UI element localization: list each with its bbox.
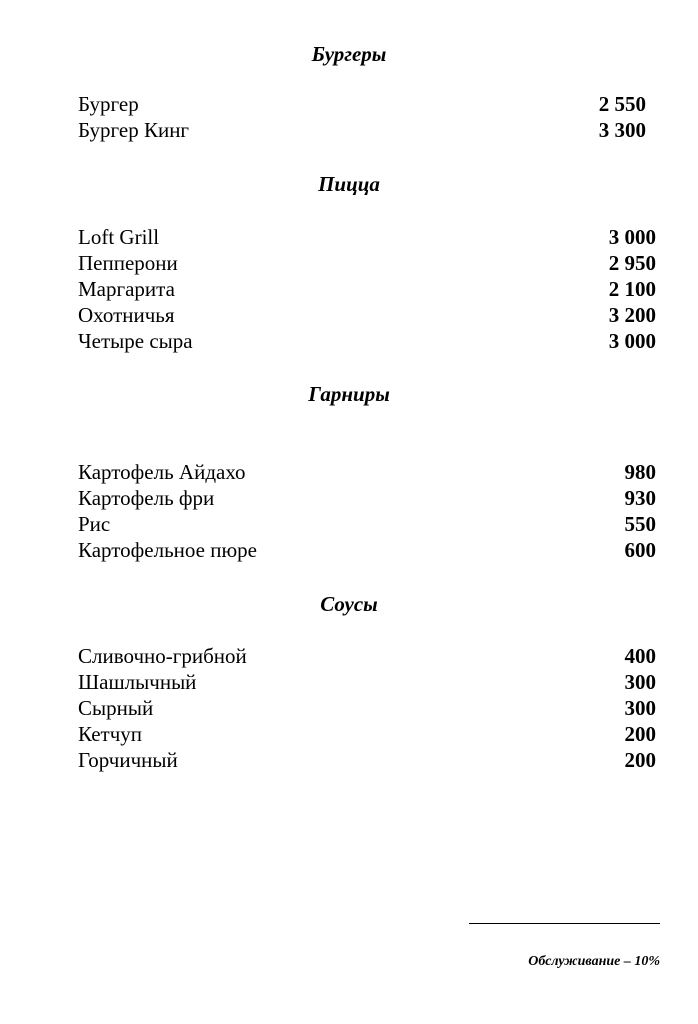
menu-item-row <box>78 459 656 485</box>
menu-item-row <box>78 250 656 276</box>
menu-item-name: Бургер Кинг <box>78 118 190 142</box>
menu-item-row <box>78 91 646 117</box>
menu-item-price: 2 100 <box>608 277 656 301</box>
menu-item-price: 550 <box>624 512 656 536</box>
menu-item-row <box>78 328 656 354</box>
signature-line <box>469 923 660 924</box>
menu-item-name: Четыре сыра <box>78 329 193 353</box>
menu-item-price: 3 000 <box>608 225 656 249</box>
menu-item-row <box>78 302 656 328</box>
menu-item-row <box>78 643 656 669</box>
menu-item-name: Кетчуп <box>78 722 143 746</box>
menu-item-row <box>78 276 656 302</box>
section-title-burgers: Бургеры <box>311 42 387 66</box>
menu-item-name: Сливочно-грибной <box>78 644 247 668</box>
menu-item-name: Рис <box>78 512 111 536</box>
menu-item-name: Картофельное пюре <box>78 538 257 562</box>
menu-item-price: 200 <box>624 748 656 772</box>
menu-item-name: Сырный <box>78 696 154 720</box>
menu-item-name: Горчичный <box>78 748 178 772</box>
menu-item-row <box>78 224 656 250</box>
menu-item-price: 3 000 <box>608 329 656 353</box>
menu-item-row <box>78 511 656 537</box>
menu-item-row <box>78 117 646 143</box>
menu-item-name: Loft Grill <box>78 225 160 249</box>
menu-item-name: Пепперони <box>78 251 178 275</box>
menu-item-name: Картофель фри <box>78 486 215 510</box>
menu-item-name: Охотничья <box>78 303 175 327</box>
menu-item-price: 600 <box>624 538 656 562</box>
section-title-pizza: Пицца <box>318 172 380 196</box>
menu-item-row <box>78 669 656 695</box>
section-title-sauces: Соусы <box>320 592 378 616</box>
menu-item-price: 300 <box>624 670 656 694</box>
menu-item-row <box>78 537 656 563</box>
menu-item-row <box>78 485 656 511</box>
menu-item-name: Картофель Айдахо <box>78 460 246 484</box>
menu-item-row <box>78 747 656 773</box>
menu-item-name: Шашлычный <box>78 670 197 694</box>
menu-item-price: 3 200 <box>608 303 656 327</box>
menu-item-price: 300 <box>624 696 656 720</box>
service-charge-note: Обслуживание – 10% <box>528 954 660 969</box>
menu-item-name: Бургер <box>78 92 139 116</box>
section-title-garnishes: Гарниры <box>308 382 390 406</box>
menu-item-price: 400 <box>624 644 656 668</box>
menu-item-row <box>78 721 656 747</box>
menu-item-price: 3 300 <box>598 118 646 142</box>
menu-item-name: Маргарита <box>78 277 175 301</box>
menu-item-price: 200 <box>624 722 656 746</box>
menu-item-price: 980 <box>624 460 656 484</box>
menu-item-price: 2 550 <box>598 92 646 116</box>
menu-item-price: 930 <box>624 486 656 510</box>
menu-item-price: 2 950 <box>608 251 656 275</box>
menu-item-row <box>78 695 656 721</box>
